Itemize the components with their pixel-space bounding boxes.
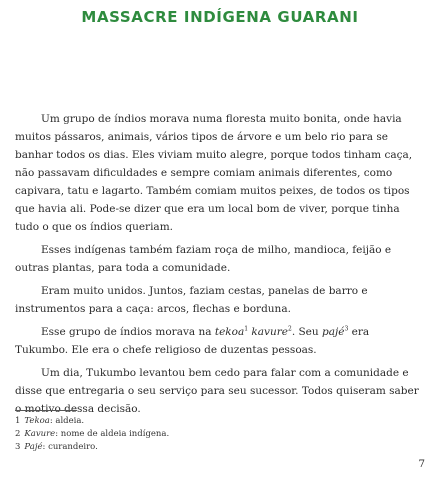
paragraph-3: Eram muito unidos. Juntos, faziam cestas, panelas de barro e instrumentos para a caça: arcos, flechas e borduna. bbox=[15, 285, 368, 315]
footnote-term: Tekoa bbox=[24, 416, 50, 426]
footnote-term: Kavure bbox=[24, 429, 56, 439]
footnote-ref-1: 1 bbox=[244, 325, 249, 333]
paragraph-4 bbox=[15, 323, 425, 359]
footnote-number: 2 bbox=[15, 429, 21, 439]
footnotes bbox=[15, 415, 169, 454]
footnote-ref-2: 2 bbox=[287, 325, 292, 333]
footnote-number: 3 bbox=[15, 442, 21, 452]
footnote-definition: : curandeiro. bbox=[42, 442, 98, 452]
footnote-definition: : aldeia. bbox=[49, 416, 85, 426]
footnote-number: 1 bbox=[15, 416, 21, 426]
paragraph-2: Esses indígenas também faziam roça de milho, mandioca, feijão e outras plantas, para toda a comunidade. bbox=[15, 244, 392, 274]
term-kavure: kavure bbox=[251, 326, 288, 338]
footnote-definition: : nome de aldeia indígena. bbox=[55, 429, 170, 439]
page-number: 7 bbox=[418, 458, 425, 470]
footnote-2 bbox=[15, 428, 169, 441]
footnote-term: Pajé bbox=[24, 442, 43, 452]
paragraph-5: Um dia, Tukumbo levantou bem cedo para falar com a comunidade e disse que entregaria o seu serviço para seu sucessor. Todos quiseram saber o motivo dessa decisão. bbox=[15, 367, 419, 415]
footnote-3 bbox=[15, 441, 169, 454]
term-tekoa: tekoa bbox=[214, 326, 245, 338]
paragraph-4-before: Esse grupo de índios morava na bbox=[41, 326, 215, 338]
term-paje: pajé bbox=[322, 326, 345, 338]
footnote-ref-3: 3 bbox=[344, 325, 349, 333]
footnotes-divider bbox=[15, 410, 77, 411]
story-text bbox=[15, 110, 425, 423]
paragraph-1: Um grupo de índios morava numa floresta muito bonita, onde havia muitos pássaros, animais, vários tipos de árvore e um belo rio para se banhar todos os dias. Eles viviam muito alegre, porque todos tinham caça, não passavam dificuldades e sempre comiam animais diferentes, como capivara, tatu e lagarto. Também comiam muitos peixes, de todos os tipos que havia ali. Pode-se dizer que era um local bom de viver, porque tinha tudo o que os índios queriam. bbox=[15, 113, 413, 233]
paragraph-4-after: era Tukumbo. Ele era o chefe religioso de duzentas pessoas. bbox=[15, 326, 370, 356]
paragraph-4-middle: . Seu bbox=[291, 326, 322, 338]
footnote-1 bbox=[15, 415, 169, 428]
page-title: MASSACRE INDÍGENA GUARANI bbox=[81, 8, 359, 26]
